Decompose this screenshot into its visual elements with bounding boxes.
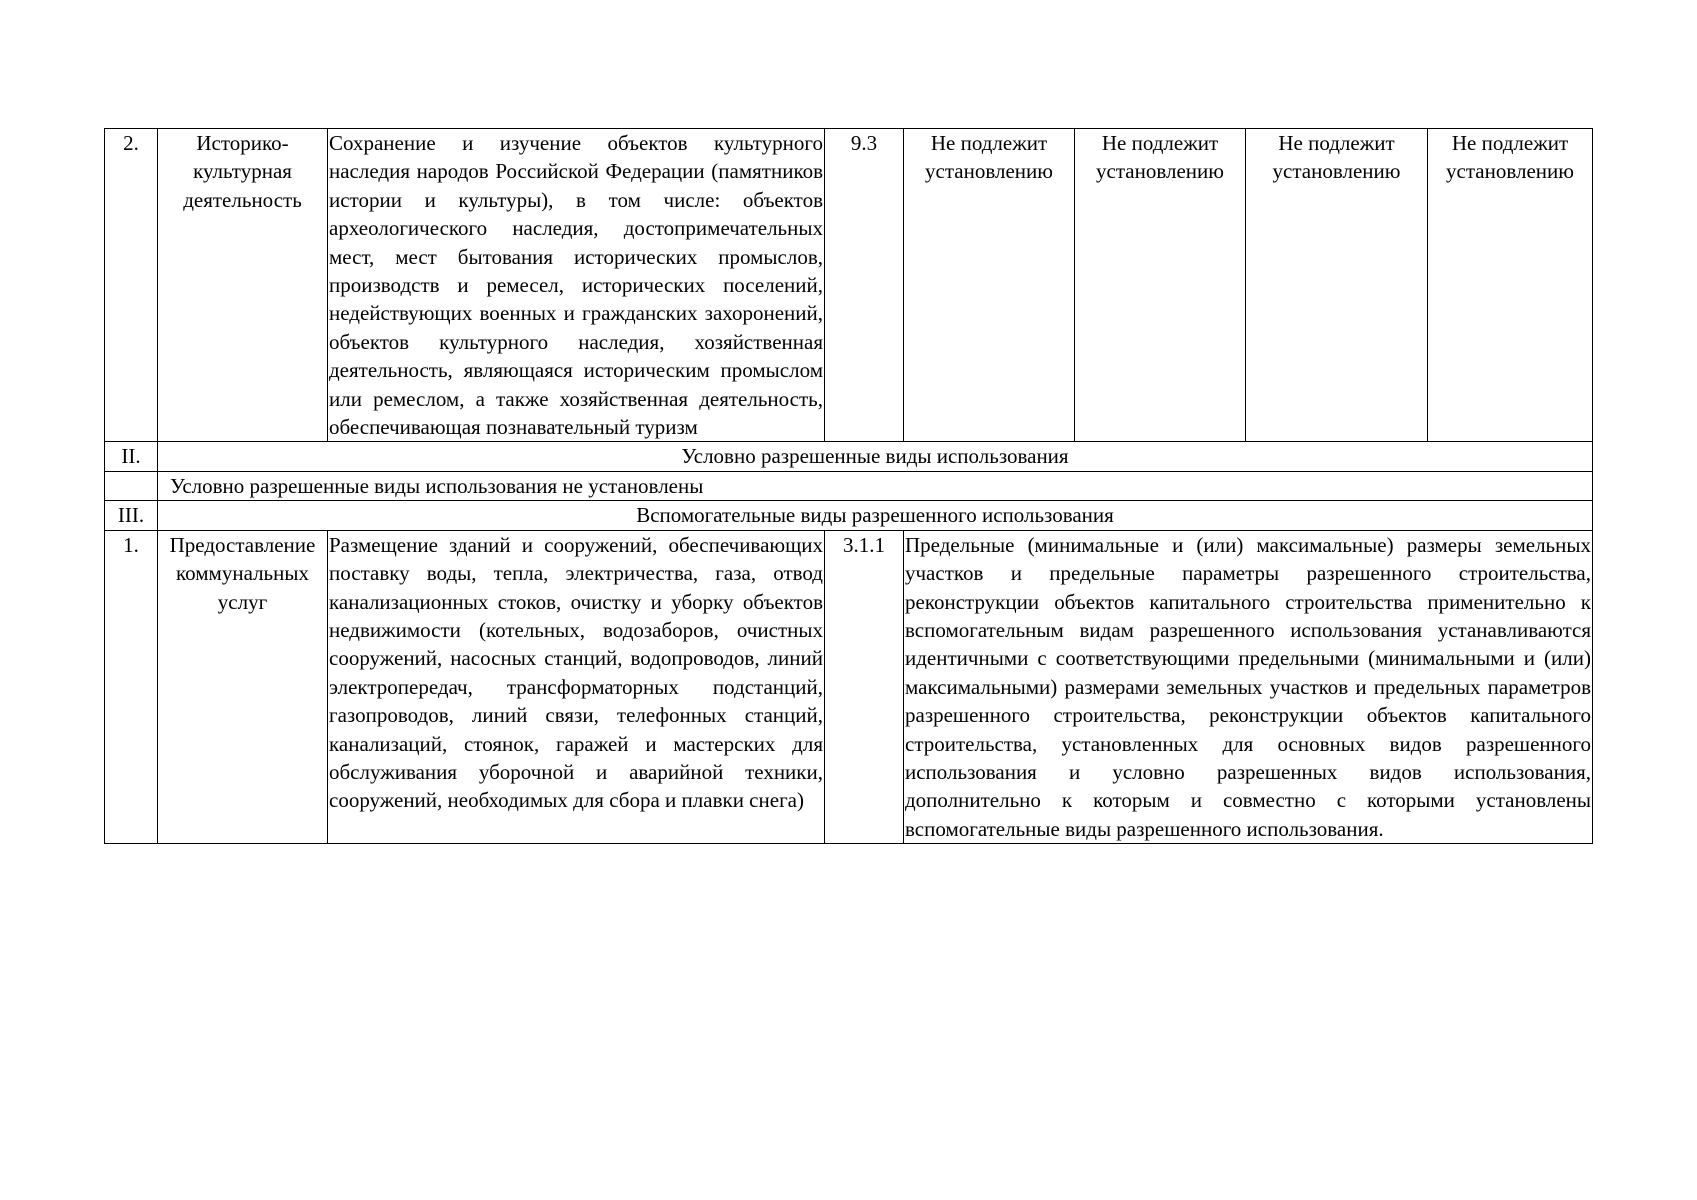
use-type-name: Предоставление коммунальных услуг bbox=[158, 530, 328, 843]
section-header-row-iii bbox=[105, 501, 1593, 530]
land-use-table bbox=[104, 128, 1593, 844]
section-note: Условно разрешенные виды использования не установлены bbox=[158, 471, 1593, 500]
section-note-row bbox=[105, 471, 1593, 500]
parameter-cell-1: Не подлежит установлению bbox=[904, 129, 1075, 442]
row-number: 2. bbox=[105, 129, 158, 442]
empty-cell bbox=[105, 471, 158, 500]
parameter-cell-2: Не подлежит установлению bbox=[1075, 129, 1246, 442]
use-type-code: 9.3 bbox=[825, 129, 904, 442]
section-header-row-ii bbox=[105, 442, 1593, 471]
use-type-description: Размещение зданий и сооружений, обеспечивающих поставку воды, тепла, электричества, газа, отвод канализационных стоков, очистку и уборку объектов недвижимости (котельных, водозаборов, очистных сооружений, насосных станций, водопроводов, линий электропередач, трансформаторных подстанций, газопроводов, линий связи, телефонных станций, канализаций, стоянок, гаражей и мастерских для обслуживания уборочной и аварийной техники, сооружений, необходимых для сбора и плавки снега) bbox=[328, 530, 825, 843]
parameter-cell-4: Не подлежит установлению bbox=[1428, 129, 1593, 442]
table-row-utilities bbox=[105, 530, 1593, 843]
use-type-name: Историко-культурная деятельность bbox=[158, 129, 328, 442]
table-row-historical-cultural bbox=[105, 129, 1593, 442]
section-number: III. bbox=[105, 501, 158, 530]
section-title: Условно разрешенные виды использования bbox=[158, 442, 1593, 471]
limit-parameters: Предельные (минимальные и (или) максимальные) размеры земельных участков и предельные параметры разрешенного строительства, реконструкции объектов капитального строительства применительно к вспомогательным видам разрешенного использования устанавливаются идентичными с соответствующими предельными (минимальными и (или) максимальными) размерами земельных участков и предельных параметров разрешенного строительства, реконструкции объектов капитального строительства, установленных для основных видов разрешенного использования и условно разрешенных видов использования, дополнительно к которым и совместно с которыми установлены вспомогательные виды разрешенного использования. bbox=[904, 530, 1593, 843]
section-number: II. bbox=[105, 442, 158, 471]
use-type-code: 3.1.1 bbox=[825, 530, 904, 843]
use-type-description: Сохранение и изучение объектов культурного наследия народов Российской Федерации (памятников истории и культуры), в том числе: объектов археологического наследия, достопримечательных мест, мест бытования исторических промыслов, производств и ремесел, исторических поселений, недействующих военных и гражданских захоронений, объектов культурного наследия, хозяйственная деятельность, являющаяся историческим промыслом или ремеслом, а также хозяйственная деятельность, обеспечивающая познавательный туризм bbox=[328, 129, 825, 442]
parameter-cell-3: Не подлежит установлению bbox=[1246, 129, 1428, 442]
section-title: Вспомогательные виды разрешенного использования bbox=[158, 501, 1593, 530]
row-number: 1. bbox=[105, 530, 158, 843]
